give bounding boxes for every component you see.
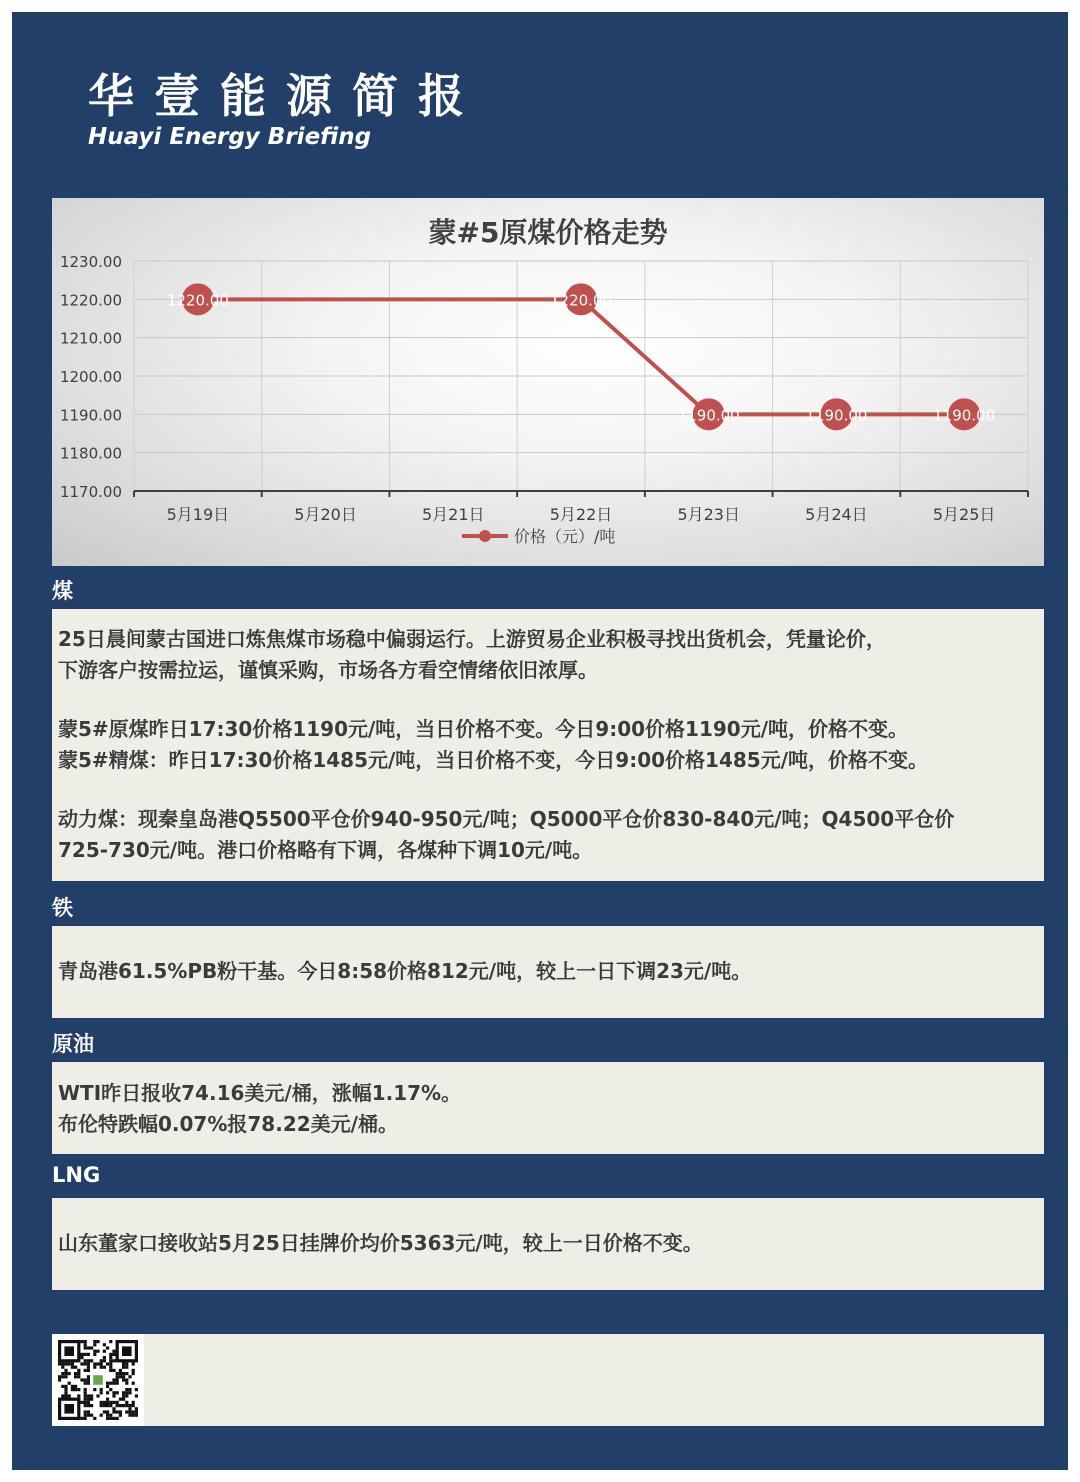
x-tick-label: 5月23日 xyxy=(677,505,740,524)
data-label: 1220.00 xyxy=(166,291,229,310)
coal-text-line: 25日晨间蒙古国进口炼焦煤市场稳中偏弱运行。上游贸易企业积极寻找出货机会，凭量论价， xyxy=(58,627,886,651)
coal-panel xyxy=(52,609,1044,881)
y-tick-label: 1230.00 xyxy=(59,253,122,271)
y-tick-label: 1220.00 xyxy=(59,291,122,310)
qr-code-icon[interactable] xyxy=(52,1334,144,1426)
iron-panel xyxy=(52,926,1044,1018)
coal-text-line: 动力煤：现秦皇岛港Q5500平仓价940-950元/吨；Q5000平仓价830-840元/吨；Q4500平仓价 xyxy=(58,807,955,831)
footer-panel xyxy=(144,1334,1044,1426)
x-tick-label: 5月20日 xyxy=(294,505,357,524)
section-heading-oil: 原油 xyxy=(52,1032,94,1056)
chart-title: 蒙#5原煤价格走势 xyxy=(428,216,668,249)
legend-marker xyxy=(479,530,491,542)
y-tick-label: 1200.00 xyxy=(59,368,122,386)
coal-text-line: 725-730元/吨。港口价格略有下调，各煤种下调10元/吨。 xyxy=(58,838,593,862)
series-line xyxy=(198,299,964,414)
page-subtitle: Huayi Energy Briefing xyxy=(88,124,372,150)
x-tick-label: 5月22日 xyxy=(549,505,613,524)
data-label: 1190.00 xyxy=(805,406,868,425)
oil-panel xyxy=(52,1062,1044,1154)
y-tick-label: 1190.00 xyxy=(59,406,122,425)
y-tick-label: 1170.00 xyxy=(59,483,122,501)
section-heading-lng: LNG xyxy=(52,1163,101,1187)
section-heading-coal: 煤 xyxy=(52,579,73,603)
page-title: 华壹能源简报 xyxy=(88,69,484,123)
coal-text-line: 蒙5#原煤昨日17:30价格1190元/吨，当日价格不变。今日9:00价格1190元/吨，价格不变。 xyxy=(58,717,909,741)
oil-text-line: 布伦特跌幅0.07%报78.22美元/桶。 xyxy=(58,1112,398,1136)
coal-text-line: 蒙5#精煤：昨日17:30价格1485元/吨，当日价格不变，今日9:00价格1485元/吨，价格不变。 xyxy=(58,748,929,772)
data-label: 1190.00 xyxy=(677,406,740,425)
data-label: 1220.00 xyxy=(549,291,613,310)
y-tick-label: 1180.00 xyxy=(59,444,122,463)
coal-text-line: 下游客户按需拉运，谨慎采购，市场各方看空情绪依旧浓厚。 xyxy=(58,658,598,682)
x-tick-label: 5月21日 xyxy=(422,505,485,524)
y-tick-label: 1210.00 xyxy=(59,329,122,348)
lng-panel xyxy=(52,1198,1044,1290)
legend-label: 价格（元）/吨 xyxy=(514,527,616,546)
price-chart xyxy=(52,198,1044,566)
chart-svg xyxy=(52,198,1044,566)
qr-code-graphic xyxy=(52,1334,144,1426)
oil-text-line: WTI昨日报收74.16美元/桶，涨幅1.17%。 xyxy=(58,1081,462,1105)
iron-text-line: 青岛港61.5%PB粉干基。今日8:58价格812元/吨，较上一日下调23元/吨。 xyxy=(58,959,752,983)
lng-text-line: 山东董家口接收站5月25日挂牌价均价5363元/吨，较上一日价格不变。 xyxy=(58,1231,703,1255)
x-tick-label: 5月25日 xyxy=(932,505,996,524)
section-heading-iron: 铁 xyxy=(52,896,73,920)
x-tick-label: 5月19日 xyxy=(166,505,230,524)
data-label: 1190.00 xyxy=(933,406,996,425)
x-tick-label: 5月24日 xyxy=(805,505,868,524)
